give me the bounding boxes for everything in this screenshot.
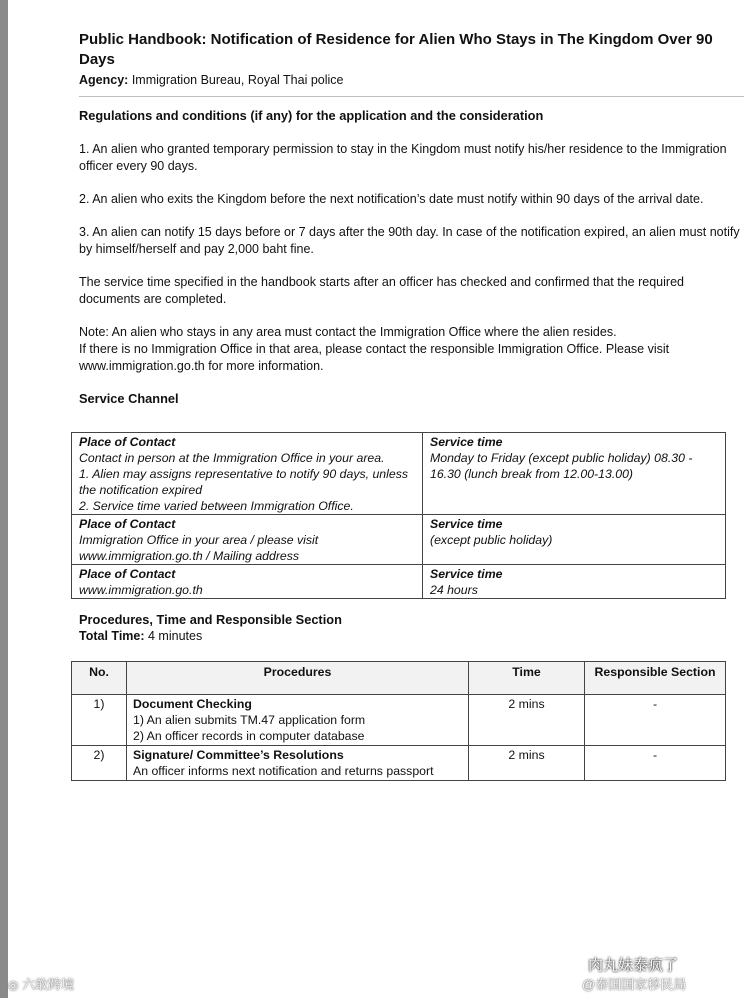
- watermark-right-sub-text: @泰国国家移民局: [582, 977, 687, 992]
- time-label: Service time: [430, 517, 503, 531]
- time-line: 24 hours: [430, 583, 478, 597]
- paragraph-1: 1. An alien who granted temporary permission to stay in the Kingdom must notify his/her residence to the Immigration officer every 90 days.: [79, 142, 727, 173]
- document-page: [79, 30, 744, 406]
- weibo-icon: ◎: [8, 978, 19, 992]
- place-cell: [72, 433, 423, 515]
- agency-line: [79, 72, 744, 89]
- watermark-right: [588, 954, 678, 975]
- table-row: [72, 695, 726, 746]
- step-responsible: -: [585, 695, 726, 746]
- place-cell: [72, 515, 423, 565]
- procedures-heading: Procedures, Time and Responsible Section: [79, 612, 342, 627]
- step-title: Signature/ Committee’s Resolutions: [133, 748, 344, 762]
- watermark-right-sub: [582, 974, 686, 993]
- procedures-header: [79, 611, 342, 645]
- step-time: 2 mins: [469, 746, 585, 781]
- step-number: 1): [72, 695, 127, 746]
- left-edge-bar: [0, 0, 8, 998]
- regulations-heading: Regulations and conditions (if any) for the application and the consideration: [79, 108, 544, 123]
- step-line: 2) An officer records in computer database: [133, 729, 365, 743]
- time-cell: [423, 565, 726, 599]
- watermark-right-text: 肉丸妹泰疯了: [588, 957, 679, 974]
- place-label: Place of Contact: [79, 435, 176, 449]
- table-row: [72, 515, 726, 565]
- place-line: Contact in person at the Immigration Office in your area.: [79, 451, 385, 465]
- service-channel-heading: Service Channel: [79, 391, 179, 406]
- step-description: [127, 746, 469, 781]
- place-line: www.immigration.go.th: [79, 583, 203, 597]
- step-description: [127, 695, 469, 746]
- header-procedures: Procedures: [127, 662, 469, 695]
- step-title: Document Checking: [133, 697, 252, 711]
- watermark-left-text: 六敢跨境: [22, 977, 75, 992]
- agency-label: Agency:: [79, 73, 129, 87]
- step-line: 1) An alien submits TM.47 application form: [133, 713, 366, 727]
- time-cell: [423, 433, 726, 515]
- divider: [79, 96, 744, 97]
- header-no: No.: [72, 662, 127, 695]
- step-responsible: -: [585, 746, 726, 781]
- note-block: [79, 324, 744, 375]
- time-label: Service time: [430, 435, 503, 449]
- header-time: Time: [469, 662, 585, 695]
- table-header-row: [72, 662, 726, 695]
- place-line: 2. Service time varied between Immigration Office.: [79, 499, 354, 513]
- procedures-table: [71, 661, 726, 781]
- table-row: [72, 746, 726, 781]
- step-number: 2): [72, 746, 127, 781]
- time-cell: [423, 515, 726, 565]
- agency-value: Immigration Bureau, Royal Thai police: [131, 73, 344, 87]
- paragraph-3: 3. An alien can notify 15 days before or 7 days after the 90th day. In case of the notification expired, an alien must notify by himself/herself and pay 2,000 baht fine.: [79, 225, 740, 256]
- note-line-2: If there is no Immigration Office in that area, please contact the responsible Immigration Office. Please visit www.immigration.go.th for more information.: [79, 342, 670, 373]
- total-time-line: [79, 628, 342, 645]
- total-time-value: 4 minutes: [148, 629, 203, 643]
- paragraph-2: 2. An alien who exits the Kingdom before the next notification’s date must notify within 90 days of the arrival date.: [79, 192, 704, 206]
- place-label: Place of Contact: [79, 517, 176, 531]
- table-row: [72, 565, 726, 599]
- paragraph-4: The service time specified in the handbook starts after an officer has checked and confirmed that the required documents are completed.: [79, 275, 684, 306]
- watermark-left: [8, 974, 74, 993]
- time-label: Service time: [430, 567, 503, 581]
- place-cell: [72, 565, 423, 599]
- note-line-1: Note: An alien who stays in any area must contact the Immigration Office where the alien resides.: [79, 325, 617, 339]
- time-line: (except public holiday): [430, 533, 553, 547]
- place-line: 1. Alien may assigns representative to notify 90 days, unless the notification expired: [79, 467, 409, 497]
- place-label: Place of Contact: [79, 567, 176, 581]
- total-time-label: Total Time:: [79, 629, 145, 643]
- step-time: 2 mins: [469, 695, 585, 746]
- header-responsible: Responsible Section: [585, 662, 726, 695]
- page-title: Public Handbook: Notification of Residence for Alien Who Stays in The Kingdom Over 90 Days: [79, 31, 713, 68]
- time-line: Monday to Friday (except public holiday) 08.30 - 16.30 (lunch break from 12.00-13.00): [430, 451, 693, 481]
- step-line: An officer informs next notification and returns passport: [133, 764, 434, 778]
- place-line: Immigration Office in your area / please visit www.immigration.go.th / Mailing address: [79, 533, 319, 563]
- table-row: [72, 433, 726, 515]
- service-channel-table: [71, 432, 726, 599]
